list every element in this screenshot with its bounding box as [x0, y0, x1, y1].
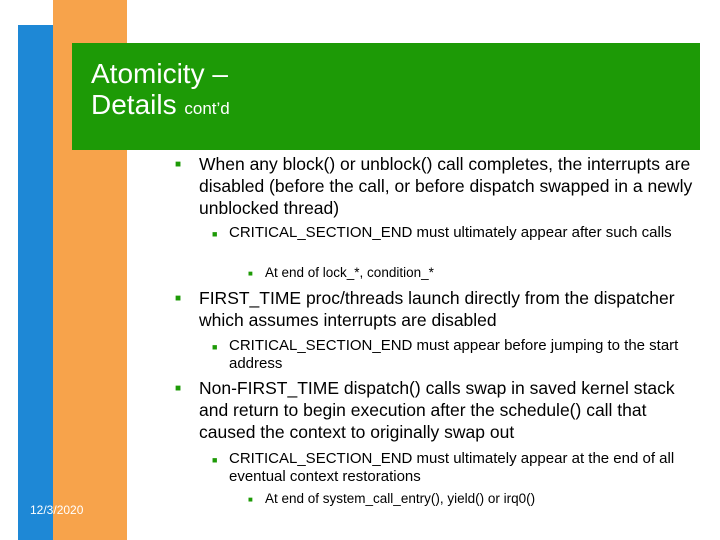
bullet-text: CRITICAL_SECTION_END must ultimately appear after such calls	[229, 224, 672, 241]
bullet-square-icon: ■	[248, 269, 253, 278]
bullet-square-icon: ■	[212, 342, 218, 352]
title-suffix: cont’d	[184, 99, 230, 118]
bullet-item	[248, 491, 688, 508]
bullet-item	[248, 265, 688, 282]
bullet-item	[175, 153, 695, 219]
bullet-square-icon: ■	[175, 159, 182, 170]
bullet-text: At end of system_call_entry(), yield() or irq0()	[265, 491, 536, 506]
title-line-1: Atomicity –	[91, 58, 228, 89]
bullet-square-icon: ■	[248, 495, 253, 504]
bullet-square-icon: ■	[212, 229, 218, 239]
bullet-text: CRITICAL_SECTION_END must appear before jumping to the start address	[229, 337, 679, 372]
bullet-item	[212, 337, 692, 373]
slide-date: 12/3/2020	[30, 503, 84, 517]
bullet-text: When any block() or unblock() call completes, the interrupts are disabled (before the call, or before dispatch swapped in a newly unblocked thread)	[199, 154, 693, 218]
bullet-item	[212, 224, 692, 243]
bullet-item	[175, 287, 695, 331]
bullet-item	[212, 450, 692, 486]
bullet-item	[175, 377, 695, 443]
bullet-text: At end of lock_*, condition_*	[265, 265, 434, 280]
bullet-text: Non-FIRST_TIME dispatch() calls swap in saved kernel stack and return to begin execution after the schedule() call that caused the context to originally swap out	[199, 378, 675, 442]
title-line-2-text: Details	[91, 89, 177, 120]
bullet-text: CRITICAL_SECTION_END must ultimately appear at the end of all eventual context restorations	[229, 450, 675, 485]
bullet-square-icon: ■	[175, 293, 182, 304]
bullet-square-icon: ■	[212, 455, 218, 465]
bullet-text: FIRST_TIME proc/threads launch directly from the dispatcher which assumes interrupts are disabled	[199, 288, 675, 330]
bullet-square-icon: ■	[175, 383, 182, 394]
